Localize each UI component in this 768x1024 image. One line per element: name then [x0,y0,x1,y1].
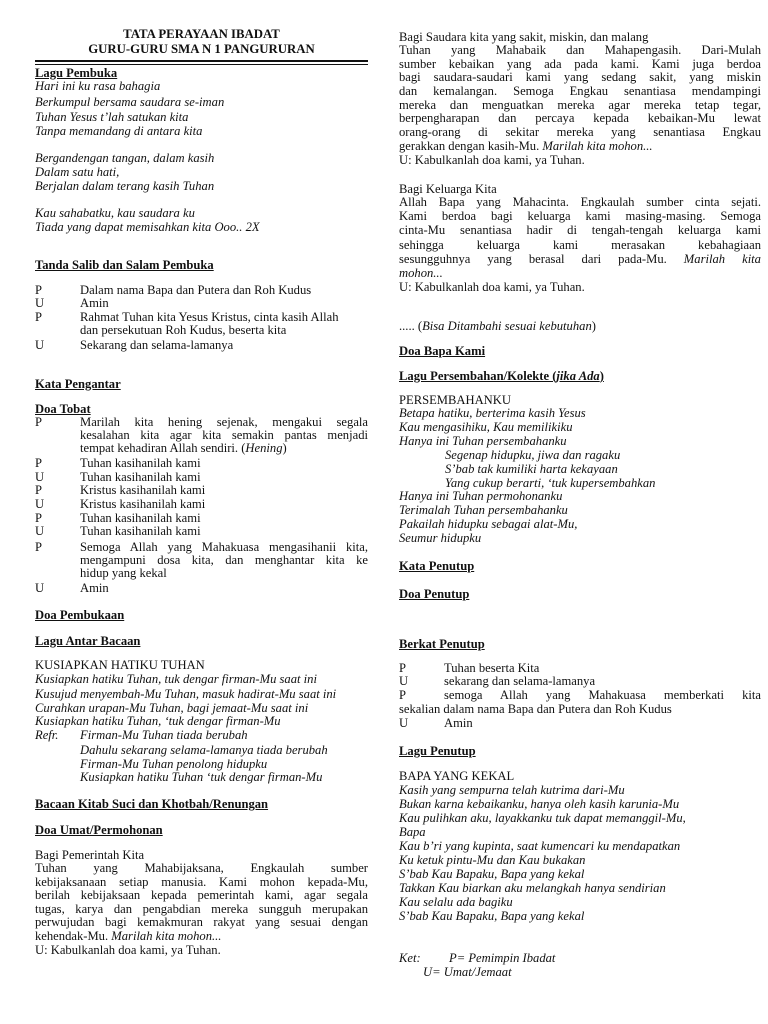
liturgy-row [399,689,761,703]
prayer-invitation: Marilah kita [683,251,761,266]
song-line: Kusiapkan hatiku Tuhan, tuk dengar firman-Mu saat ini [35,672,317,686]
prayer-line: Allah Bapa yang Mahacinta. Engkaulah sumber cinta sejati. [399,195,761,209]
liturgy-text: hidup yang kekal [80,566,167,580]
prayer-line: sehingga keluarga kami merasakan kebahagiaan [399,237,761,252]
liturgy-row [35,484,368,498]
speaker-label: P [35,483,43,498]
speaker-label: U [35,338,45,352]
liturgy-row [399,717,761,731]
heading-kata-pengantar: Kata Pengantar [35,377,121,391]
prayer-line: sesungguhnya yang berasal dari pada-Mu. Marilah kita [399,251,761,266]
speaker-label: U [399,674,409,688]
prayer-line: kehendak-Mu. Marilah kita mohon... [35,928,222,943]
speaker-label: U [35,296,45,310]
speaker-label: P [35,283,43,297]
prayer-line: bagi saudara-saudari kami yang sedang sakit, yang miskin [399,70,761,85]
song-line: Pakailah hidupku sebagai alat-Mu, [399,517,578,531]
hening-note: Hening [245,441,283,455]
song-line: Curahkan urapan-Mu Tuhan, bagi jemaat-Mu saat ini [35,701,309,715]
liturgy-text: Marilah kita hening sejenak, mengakui segala [80,415,368,429]
song-title: KUSIAPKAN HATIKU TUHAN [35,658,205,672]
prayer-subheading: Bagi Pemerintah Kita [35,848,145,862]
heading-tanda-salib: Tanda Salib dan Salam Pembuka [35,258,214,272]
heading-doa-pembukaan: Doa Pembukaan [35,608,125,622]
song-line: Kusujud menyembah-Mu Tuhan, masuk hadirat-Mu saat ini [35,687,337,701]
song-line: Bukan karna kebaikanku, hanya oleh kasih karunia-Mu [399,797,680,811]
liturgy-row [35,471,368,485]
prayer-line: berpengharapan dan percaya kepada kebaikan-Mu lewat [399,111,761,126]
song-line: S’bab Kau Bapaku, Bapa yang kekal [399,909,585,923]
song-line: Ku ketuk pintu-Mu dan Kau bukakan [399,853,586,867]
heading-lagu-penutup: Lagu Penutup [399,744,476,758]
liturgy-text-continued: sekalian dalam nama Bapa dan Putera dan Roh Kudus [399,702,672,716]
prayer-line: berilah kebijaksaan kepada pemerintah kami, agar segala [35,888,368,903]
prayer-response: U: Kabulkanlah doa kami, ya Tuhan. [399,152,585,167]
speaker-label: U [399,716,409,730]
song-line: Tiada yang dapat memisahkan kita Ooo.. 2X [35,220,260,234]
heading-berkat-penutup: Berkat Penutup [399,637,485,651]
liturgy-row [35,541,368,583]
song-line: S’bab tak kumiliki harta kekayaan [445,462,618,476]
prayer-line: Tuhan yang Mahabijaksana, Engkaulah sumber [35,861,368,875]
liturgy-text: Amin [444,716,473,730]
liturgy-row [35,512,368,526]
song-line: Seumur hidupku [399,531,482,545]
liturgy-row [35,498,368,512]
song-line: Berkumpul bersama saudara se-iman [35,95,225,109]
document-title: TATA PERAYAAN IBADAT [123,27,280,41]
liturgy-text: Rahmat Tuhan kita Yesus Kristus, cinta kasih Allah [80,310,339,324]
title-rule-thick [35,60,368,62]
prayer-line: sumber kebaikan yang ada pada kami. Kami juga berdoa [399,56,761,71]
prayer-line: perwujudan bagi kemakmuran rakyat yang sesuai dengan [35,915,368,930]
song-line: Takkan Kau biarkan aku melangkah hanya sendirian [399,881,666,895]
song-title: BAPA YANG KEKAL [399,769,515,783]
heading-lagu-persembahan: Lagu Persembahan/Kolekte (jika Ada) [399,369,604,383]
prayer-line: gerakkan dengan kasih-Mu. Marilah kita mohon... [399,138,653,153]
song-line: Betapa hatiku, berterima kasih Yesus [399,406,586,420]
heading-bacaan: Bacaan Kitab Suci dan Khotbah/Renungan [35,797,269,811]
prayer-line: Tuhan yang Mahabaik dan Mahapengasih. Dari-Mulah [399,43,761,57]
liturgy-row [35,416,368,458]
optional-note: ..... (Bisa Ditambahi sesuai kebutuhan) [399,319,596,333]
speaker-label: P [399,661,407,675]
speaker-label: U [35,497,45,512]
prayer-subheading: Bagi Saudara kita yang sakit, miskin, dan malang [399,30,649,44]
refrain-line: Kusiapkan hatiku Tuhan ‘tuk dengar firman-Mu [80,770,323,784]
liturgy-text: Tuhan kasihanilah kami [80,456,201,470]
prayer-line: dan kemalangan. Semoga Engkau senantiasa mendampingi [399,84,761,99]
song-line: Kusiapkan hatiku Tuhan, ‘tuk dengar firman-Mu [35,714,281,728]
liturgy-row [399,675,761,689]
speaker-label: P [35,456,43,470]
liturgy-row [35,457,368,471]
liturgy-text: Amin [80,296,109,310]
refrain-line: Firman-Mu Tuhan tiada berubah [80,728,248,742]
legend-label: Ket: [399,951,421,965]
song-line: Tuhan Yesus t’lah satukan kita [35,110,189,124]
liturgy-text: Tuhan kasihanilah kami [80,510,201,525]
liturgy-text: Tuhan kasihanilah kami [80,524,201,539]
speaker-label: P [399,688,407,702]
speaker-label: P [35,510,43,525]
speaker-label: P [35,310,43,324]
legend-p: P= Pemimpin Ibadat [449,951,556,965]
liturgy-text-continued: dan persekutuan Roh Kudus, beserta kita [80,323,287,337]
song-line: Hari ini ku rasa bahagia [35,79,161,93]
prayer-line: kebijaksanaan setiap manusia. Kami mohon kepada-Mu, [35,874,368,889]
kyrie-list [35,457,368,539]
prayer-response: U: Kabulkanlah doa kami, ya Tuhan. [35,942,221,957]
liturgy-row [35,582,368,596]
song-line: Kau mengasihiku, Kau memilikiku [399,420,573,434]
liturgy-text: Sekarang dan selama-lamanya [80,338,234,352]
heading-doa-tobat: Doa Tobat [35,402,91,416]
song-line: Terimalah Tuhan persembahanku [399,503,568,517]
song-title: PERSEMBAHANKU [399,393,511,407]
heading-doa-bapa-kami: Doa Bapa Kami [399,344,486,358]
song-line: Bapa [399,825,426,839]
prayer-subheading: Bagi Keluarga Kita [399,182,497,196]
liturgy-text: Tuhan kasihanilah kami [80,469,201,484]
heading-lagu-antar-bacaan: Lagu Antar Bacaan [35,634,141,648]
refrain-label: Refr. [35,728,59,742]
speaker-label: P [35,415,43,429]
song-line: Berjalan dalam terang kasih Tuhan [35,179,215,193]
liturgy-text: Amin [80,581,109,595]
song-line: Tanpa memandang di antara kita [35,124,203,138]
song-line: Dalam satu hati, [35,165,120,179]
liturgy-text: kesalahan kita agar kita semakin pantas menjadi [80,428,368,442]
song-line: Hanya ini Tuhan persembahanku [399,434,567,448]
liturgy-row [35,525,368,539]
song-line: Kau pulihkan aku, layakkanku tuk dapat memanggil-Mu, [399,811,686,825]
prayer-line: Kami berdoa bagi keluarga kami masing-masing. Semoga [399,209,761,224]
prayer-line: orang-orang di sekitar mereka yang senantiasa Engkau [399,125,761,140]
speaker-label: U [35,581,45,595]
heading-doa-umat: Doa Umat/Permohonan [35,823,163,837]
prayer-body [35,862,368,957]
liturgy-row [35,311,368,339]
liturgy-text: Tuhan beserta Kita [444,661,540,675]
prayer-invitation: Marilah kita mohon... [111,928,222,943]
heading-kata-penutup: Kata Penutup [399,559,475,573]
prayer-line: cinta-Mu senantiasa hadir di tengah-tengah keluarga kami [399,223,761,238]
liturgy-text: mengampuni dosa kita, dan menghantar kita ke [80,553,368,567]
liturgy-text: Semoga Allah yang Mahakuasa mengasihanii kita, [80,540,368,554]
liturgy-text: sekarang dan selama-lamanya [444,674,596,688]
song-line: Bergandengan tangan, dalam kasih [35,151,215,165]
liturgy-text: Kristus kasihanilah kami [80,483,206,498]
liturgy-text: tempat kehadiran Allah sendiri. (Hening) [80,441,287,455]
prayer-invitation: Marilah kita mohon... [542,138,653,153]
prayer-line: mohon... [399,265,443,280]
song-line: S’bab Kau Bapaku, Bapa yang kekal [399,867,585,881]
prayer-body [399,44,761,167]
song-line: Kau b’ri yang kupinta, saat kumencari ku mendapatkan [399,839,681,853]
song-line: Kau sahabatku, kau saudara ku [35,206,195,220]
heading-doa-penutup: Doa Penutup [399,587,470,601]
prayer-body [399,196,761,295]
song-line: Yang cukup berarti, ‘tuk kupersembahkan [445,476,656,490]
speaker-label: U [35,469,45,484]
liturgy-text: semoga Allah yang Mahakuasa memberkati kita [444,688,761,702]
speaker-label: U [35,524,45,539]
legend-u: U= Umat/Jemaat [423,965,512,979]
song-line: Segenap hidupku, jiwa dan ragaku [445,448,621,462]
song-line: Kau selalu ada bagiku [399,895,513,909]
liturgy-row [35,339,368,353]
document-subtitle: GURU-GURU SMA N 1 PANGURURAN [88,42,315,56]
liturgy-text: Dalam nama Bapa dan Putera dan Roh Kudus [80,283,312,297]
speaker-label: P [35,540,43,554]
song-line: Kasih yang sempurna telah kutrima dari-Mu [399,783,625,797]
liturgy-text: Kristus kasihanilah kami [80,497,206,512]
prayer-line: tugas, karya dan pengabdian mereka sungguh merupakan [35,901,368,916]
title-rule-thin [35,64,368,65]
refrain-line: Dahulu sekarang selama-lamanya tiada berubah [80,743,328,757]
song-line: Hanya ini Tuhan permohonanku [399,489,563,503]
prayer-line: mereka dan menguatkan mereka agar mereka tetap tegar, [399,97,761,112]
heading-lagu-pembuka: Lagu Pembuka [35,66,118,80]
liturgy-row [35,297,368,311]
prayer-response: U: Kabulkanlah doa kami, ya Tuhan. [399,280,585,295]
refrain-line: Firman-Mu Tuhan penolong hidupku [80,757,268,771]
